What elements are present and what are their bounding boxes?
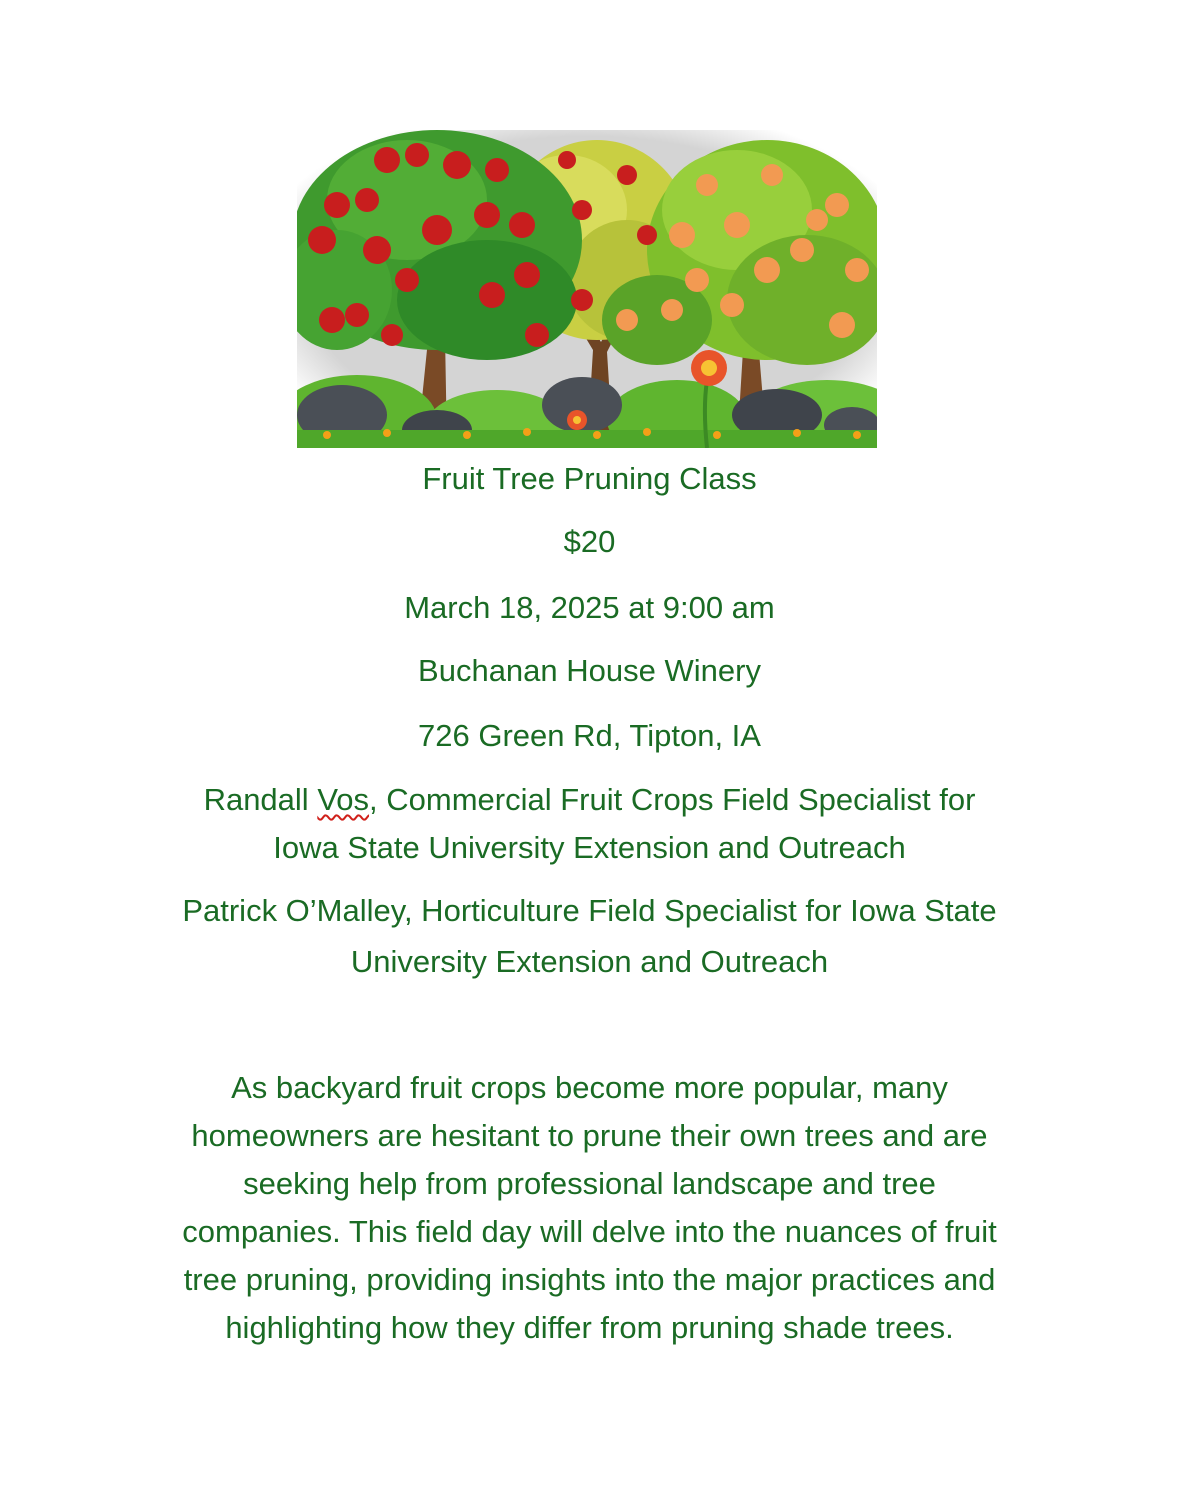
speaker-1-line-1: [0, 776, 1179, 824]
speaker-1-title: , Commercial Fruit Crops Field Specialist for: [369, 782, 976, 817]
description-line: seeking help from professional landscape and tree: [243, 1166, 936, 1201]
event-description: [140, 1064, 1039, 1352]
event-venue: Buchanan House Winery: [418, 653, 761, 688]
event-price: $20: [563, 524, 616, 559]
event-datetime: March 18, 2025 at 9:00 am: [404, 590, 775, 625]
description-line: As backyard fruit crops become more popular, many: [231, 1070, 948, 1105]
description-line: companies. This field day will delve into the nuances of fruit: [182, 1214, 997, 1249]
event-address: 726 Green Rd, Tipton, IA: [418, 718, 761, 753]
speaker-1-last-name[interactable]: Vos: [317, 782, 370, 817]
description-line: highlighting how they differ from pruning shade trees.: [225, 1310, 954, 1345]
speaker-1-line-2: Iowa State University Extension and Outreach: [273, 830, 906, 865]
speaker-1-first-name: Randall: [203, 782, 318, 817]
description-line: homeowners are hesitant to prune their own trees and are: [191, 1118, 988, 1153]
speaker-2-line-1: Patrick O’Malley, Horticulture Field Specialist for Iowa State: [182, 893, 997, 928]
description-line: tree pruning, providing insights into the major practices and: [183, 1262, 996, 1297]
fruit-trees-illustration: [297, 130, 877, 448]
speaker-2-line-2: University Extension and Outreach: [350, 944, 829, 979]
event-title: Fruit Tree Pruning Class: [422, 461, 757, 496]
